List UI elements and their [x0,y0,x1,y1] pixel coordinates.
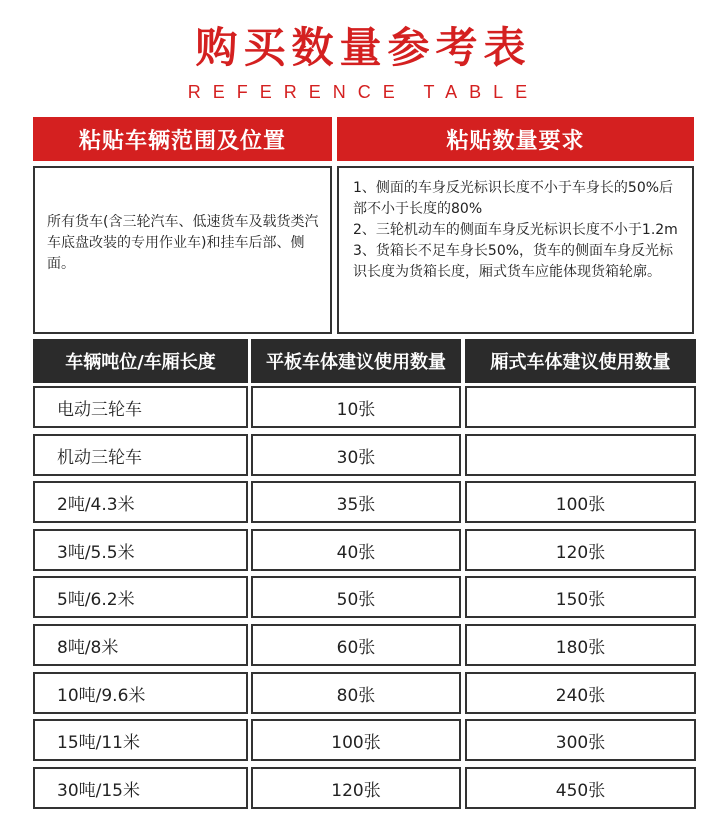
flatbed-qty-cell: 80张 [251,672,461,714]
vehicle-cell: 电动三轮车 [33,386,248,428]
vehicle-cell: 30吨/15米 [33,767,248,809]
scope-text: 所有货车(含三轮汽车、低速货车及载货类汽车底盘改装的专用作业车)和挂车后部、侧面。 [47,214,319,272]
vehicle-cell: 10吨/9.6米 [33,672,248,714]
column-header-flatbed: 平板车体建议使用数量 [251,339,461,383]
flatbed-qty-cell: 30张 [251,434,461,476]
box-qty-cell [465,386,696,428]
page-title: 购买数量参考表 [195,23,532,72]
flatbed-qty-cell: 40张 [251,529,461,571]
column-header-box: 厢式车体建议使用数量 [465,339,696,383]
flatbed-qty-cell: 10张 [251,386,461,428]
flatbed-qty-cell: 60张 [251,624,461,666]
box-qty-cell: 120张 [465,529,696,571]
flatbed-qty-cell: 50张 [251,576,461,618]
vehicle-cell: 5吨/6.2米 [33,576,248,618]
scope-box [33,166,332,334]
box-qty-cell: 300张 [465,719,696,761]
requirement-item: 2、三轮机动车的侧面车身反光标识长度不小于1.2m [353,222,678,238]
scope-section-header: 粘贴车辆范围及位置 [33,117,332,161]
page-subtitle: REFERENCE TABLE [187,82,540,102]
box-qty-cell: 240张 [465,672,696,714]
box-qty-cell: 450张 [465,767,696,809]
flatbed-qty-cell: 120张 [251,767,461,809]
requirement-item: 1、侧面的车身反光标识长度不小于车身长的50%后部不小于长度的80% [353,180,674,217]
box-qty-cell [465,434,696,476]
vehicle-cell: 8吨/8米 [33,624,248,666]
box-qty-cell: 180张 [465,624,696,666]
vehicle-cell: 机动三轮车 [33,434,248,476]
box-qty-cell: 100张 [465,481,696,523]
flatbed-qty-cell: 35张 [251,481,461,523]
requirement-section-header: 粘贴数量要求 [337,117,694,161]
requirement-item: 3、货箱长不足车身长50%，货车的侧面车身反光标 识长度为货箱长度，厢式货车应能体现货箱轮廓。 [353,243,674,280]
requirement-box [337,166,694,334]
box-qty-cell: 150张 [465,576,696,618]
column-header-vehicle: 车辆吨位/车厢长度 [33,339,248,383]
vehicle-cell: 3吨/5.5米 [33,529,248,571]
flatbed-qty-cell: 100张 [251,719,461,761]
vehicle-cell: 15吨/11米 [33,719,248,761]
vehicle-cell: 2吨/4.3米 [33,481,248,523]
